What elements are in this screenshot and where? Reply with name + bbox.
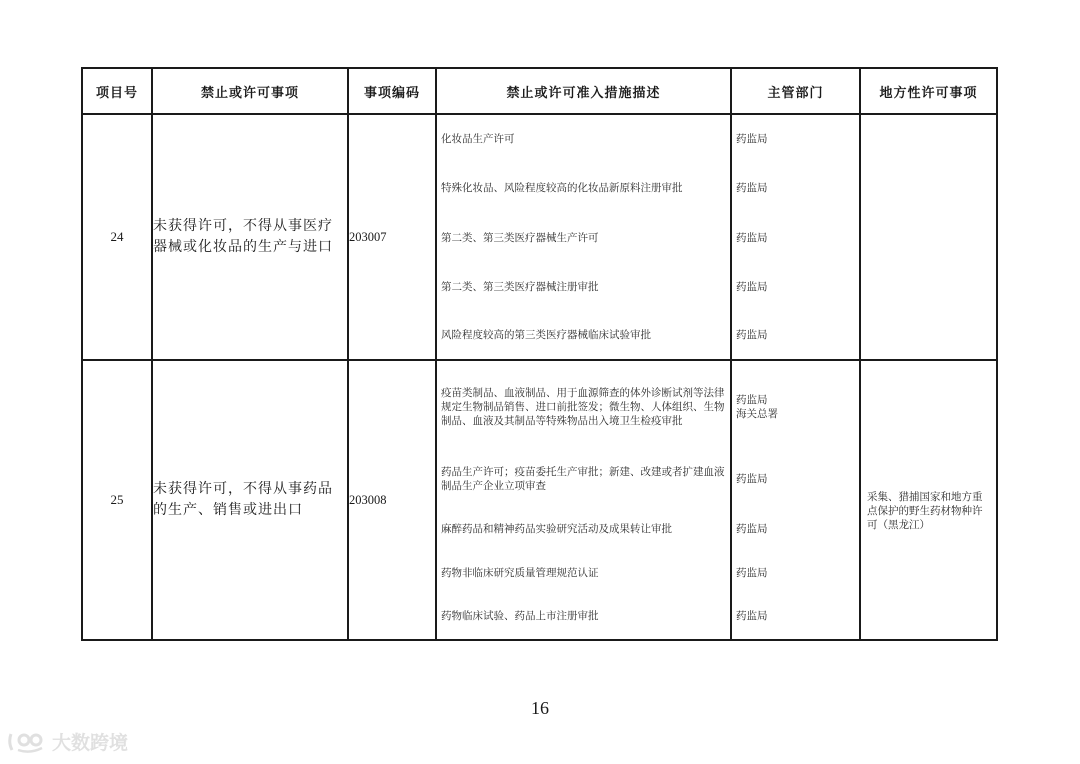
watermark (8, 728, 128, 755)
permit-table (81, 67, 998, 641)
page-number: 16 (531, 698, 549, 718)
measure-description: 第二类、第三类医疗器械注册审批 (441, 281, 599, 293)
matter-code: 203008 (348, 360, 436, 640)
header-row (82, 68, 997, 114)
measure-description: 药品生产许可；疫苗委托生产审批；新建、改建或者扩建血液制品生产企业立项审查 (441, 466, 725, 492)
header-local-permit: 地方性许可事项 (860, 68, 997, 114)
measure-description: 第二类、第三类医疗器械生产许可 (441, 232, 599, 244)
department: 药监局 (736, 182, 768, 194)
header-item-number: 项目号 (82, 68, 152, 114)
matter-title: 未获得许可，不得从事医疗器械或化妆品的生产与进口 (152, 114, 348, 360)
department-list (731, 114, 860, 360)
measure-list (436, 360, 731, 640)
local-permit (860, 114, 997, 360)
local-permit-text: 采集、猎捕国家和地方重点保护的野生药材物种许可（黑龙江） (867, 491, 983, 531)
measure-description: 特殊化妆品、风险程度较高的化妆品新原料注册审批 (441, 182, 683, 194)
header-code: 事项编码 (348, 68, 436, 114)
department: 药监局 (736, 567, 768, 579)
department: 药监局 (736, 329, 768, 341)
department: 药监局 (736, 133, 768, 145)
measure-description: 化妆品生产许可 (441, 133, 515, 145)
local-permit (860, 360, 997, 640)
header-measure-description: 禁止或许可准入措施描述 (436, 68, 731, 114)
department: 药监局 海关总署 (736, 394, 778, 420)
matter-title: 未获得许可，不得从事药品的生产、销售或进出口 (152, 360, 348, 640)
header-matter: 禁止或许可事项 (152, 68, 348, 114)
item-number: 25 (82, 360, 152, 640)
measure-description: 药物非临床研究质量管理规范认证 (441, 567, 599, 579)
watermark-logo-icon (8, 730, 48, 754)
measure-description: 疫苗类制品、血液制品、用于血源筛查的体外诊断试剂等法律规定生物制品销售、进口前批签发；微生物、人体组织、生物制品、血液及其制品等特殊物品出入境卫生检疫审批 (441, 387, 725, 427)
watermark-text: 大数跨境 (52, 732, 129, 754)
table-row (82, 114, 997, 360)
department: 药监局 (736, 610, 768, 622)
measure-description: 药物临床试验、药品上市注册审批 (441, 610, 599, 622)
local-permit-text (861, 226, 996, 248)
department: 药监局 (736, 473, 768, 485)
department-list (731, 360, 860, 640)
measure-description: 麻醉药品和精神药品实验研究活动及成果转让审批 (441, 523, 672, 535)
measure-list (436, 114, 731, 360)
item-number: 24 (82, 114, 152, 360)
table-row (82, 360, 997, 640)
header-department: 主管部门 (731, 68, 860, 114)
department: 药监局 (736, 281, 768, 293)
department: 药监局 (736, 523, 768, 535)
measure-description: 风险程度较高的第三类医疗器械临床试验审批 (441, 329, 651, 341)
department: 药监局 (736, 232, 768, 244)
matter-code: 203007 (348, 114, 436, 360)
